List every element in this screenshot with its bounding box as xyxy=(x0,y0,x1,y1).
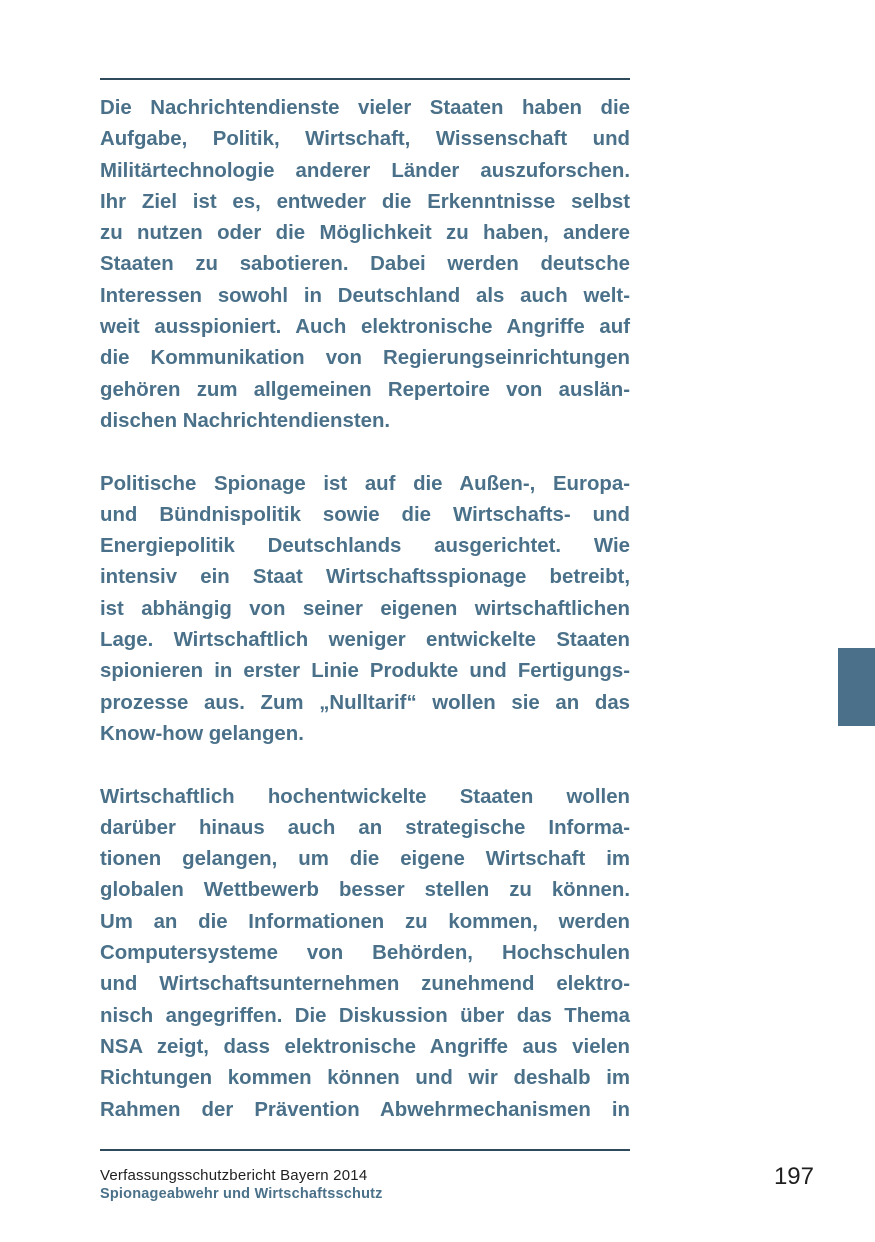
bottom-rule xyxy=(100,1149,630,1151)
text-line: Computersysteme von Behörden, Hochschulen xyxy=(100,942,630,965)
text-line: Energiepolitik Deutschlands ausgerichtet. Wie xyxy=(100,535,630,558)
text-line: Politische Spionage ist auf die Außen-, Europa- xyxy=(100,472,630,495)
text-line: und Wirtschaftsunternehmen zunehmend elektro- xyxy=(100,973,630,996)
text-line: Wirtschaftlich hochentwickelte Staaten wollen xyxy=(100,785,630,808)
text-line: globalen Wettbewerb besser stellen zu können. xyxy=(100,879,630,902)
text-line: spionieren in erster Linie Produkte und Fertigungs- xyxy=(100,660,630,683)
text-line: Lage. Wirtschaftlich weniger entwickelte Staaten xyxy=(100,629,630,652)
text-line: darüber hinaus auch an strategische Informa- xyxy=(100,816,630,839)
text-line: Militärtechnologie anderer Länder auszuforschen. xyxy=(100,159,630,182)
top-rule xyxy=(100,78,630,80)
text-line: weit ausspioniert. Auch elektronische Angriffe auf xyxy=(100,316,630,339)
paragraph-2 xyxy=(100,469,630,751)
text-line: Staaten zu sabotieren. Dabei werden deutsche xyxy=(100,253,630,276)
text-line: die Kommunikation von Regierungseinrichtungen xyxy=(100,347,630,370)
text-line: prozesse aus. Zum „Nulltarif“ wollen sie an das xyxy=(100,691,630,714)
text-line: und Bündnispolitik sowie die Wirtschafts- und xyxy=(100,503,630,526)
footer-title: Verfassungsschutzbericht Bayern 2014 xyxy=(100,1167,368,1184)
text-line: Richtungen kommen können und wir deshalb im xyxy=(100,1067,630,1090)
text-line: NSA zeigt, dass elektronische Angriffe aus vielen xyxy=(100,1035,630,1058)
text-line: nisch angegriffen. Die Diskussion über das Thema xyxy=(100,1004,630,1027)
page-number: 197 xyxy=(773,1163,814,1190)
footer-subtitle: Spionageabwehr und Wirtschaftsschutz xyxy=(100,1186,383,1202)
text-line: tionen gelangen, um die eigene Wirtschaft im xyxy=(100,848,630,871)
text-line: dischen Nachrichtendiensten. xyxy=(100,409,391,432)
text-line: Die Nachrichtendienste vieler Staaten haben die xyxy=(100,97,630,119)
paragraph-3 xyxy=(100,782,630,1126)
text-line: Um an die Informationen zu kommen, werden xyxy=(100,910,630,933)
text-line: Aufgabe, Politik, Wirtschaft, Wissenschaft und xyxy=(100,128,630,151)
chapter-tab-marker xyxy=(838,648,875,726)
text-line: Ihr Ziel ist es, entweder die Erkenntnisse selbst xyxy=(100,190,630,213)
text-line: zu nutzen oder die Möglichkeit zu haben, andere xyxy=(100,222,630,245)
body-text xyxy=(100,93,630,1126)
text-line: Interessen sowohl in Deutschland als auch welt- xyxy=(100,284,630,307)
text-line: Know-how gelangen. xyxy=(100,722,304,745)
text-line: ist abhängig von seiner eigenen wirtschaftlichen xyxy=(100,597,630,620)
text-line: gehören zum allgemeinen Repertoire von auslän- xyxy=(100,378,630,401)
text-line: intensiv ein Staat Wirtschaftsspionage betreibt, xyxy=(100,566,630,589)
text-line: Rahmen der Prävention Abwehrmechanismen in xyxy=(100,1098,630,1121)
paragraph-1 xyxy=(100,93,630,437)
